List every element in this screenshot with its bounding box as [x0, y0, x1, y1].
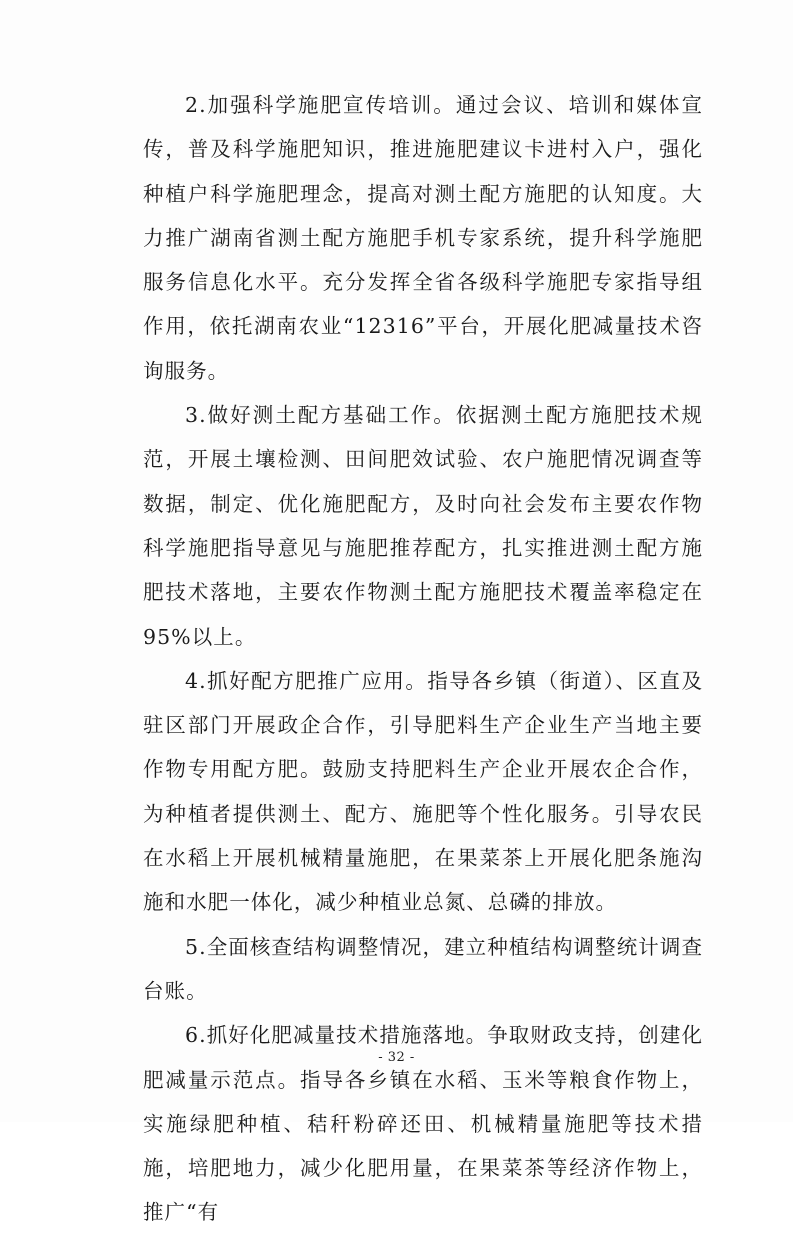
- page-number: - 32 -: [378, 1050, 415, 1065]
- paragraph-item-5: 5.全面核查结构调整情况，建立种植结构调整统计调查台账。: [143, 934, 703, 1003]
- paragraph-item-2: 2.加强科学施肥宣传培训。通过会议、培训和媒体宣传，普及科学施肥知识，推进施肥建议卡进村入户，强化种植户科学施肥理念，提高对测土配方施肥的认知度。大力推广湖南省测土配方施肥手机专家系统，提升科学施肥服务信息化水平。充分发挥全省各级科学施肥专家指导组作用，依托湖南农业“12316”平台，开展化肥减量技术咨询服务。: [143, 93, 703, 383]
- paragraph-item-3: 3.做好测土配方基础工作。依据测土配方施肥技术规范，开展土壤检测、田间肥效试验、农户施肥情况调查等数据，制定、优化施肥配方，及时向社会发布主要农作物科学施肥指导意见与施肥推荐配方，扎实推进测土配方施肥技术落地，主要农作物测土配方施肥技术覆盖率稳定在 95%以上。: [143, 403, 703, 649]
- paragraph-item-6: 6.抓好化肥减量技术措施落地。争取财政支持，创建化肥减量示范点。指导各乡镇在水稻、玉米等粮食作物上，实施绿肥种植、秸秆粉碎还田、机械精量施肥等技术措施，培肥地力，减少化肥用量，在果菜茶等经济作物上，推广“有: [143, 1023, 703, 1225]
- paragraph-item-4: 4.抓好配方肥推广应用。指导各乡镇（街道）、区直及驻区部门开展政企合作，引导肥料生产企业生产当地主要作物专用配方肥。鼓励支持肥料生产企业开展农企合作，为种植者提供测土、配方、施肥等个性化服务。引导农民在水稻上开展机械精量施肥，在果菜茶上开展化肥条施沟施和水肥一体化，减少种植业总氮、总磷的排放。: [143, 668, 703, 915]
